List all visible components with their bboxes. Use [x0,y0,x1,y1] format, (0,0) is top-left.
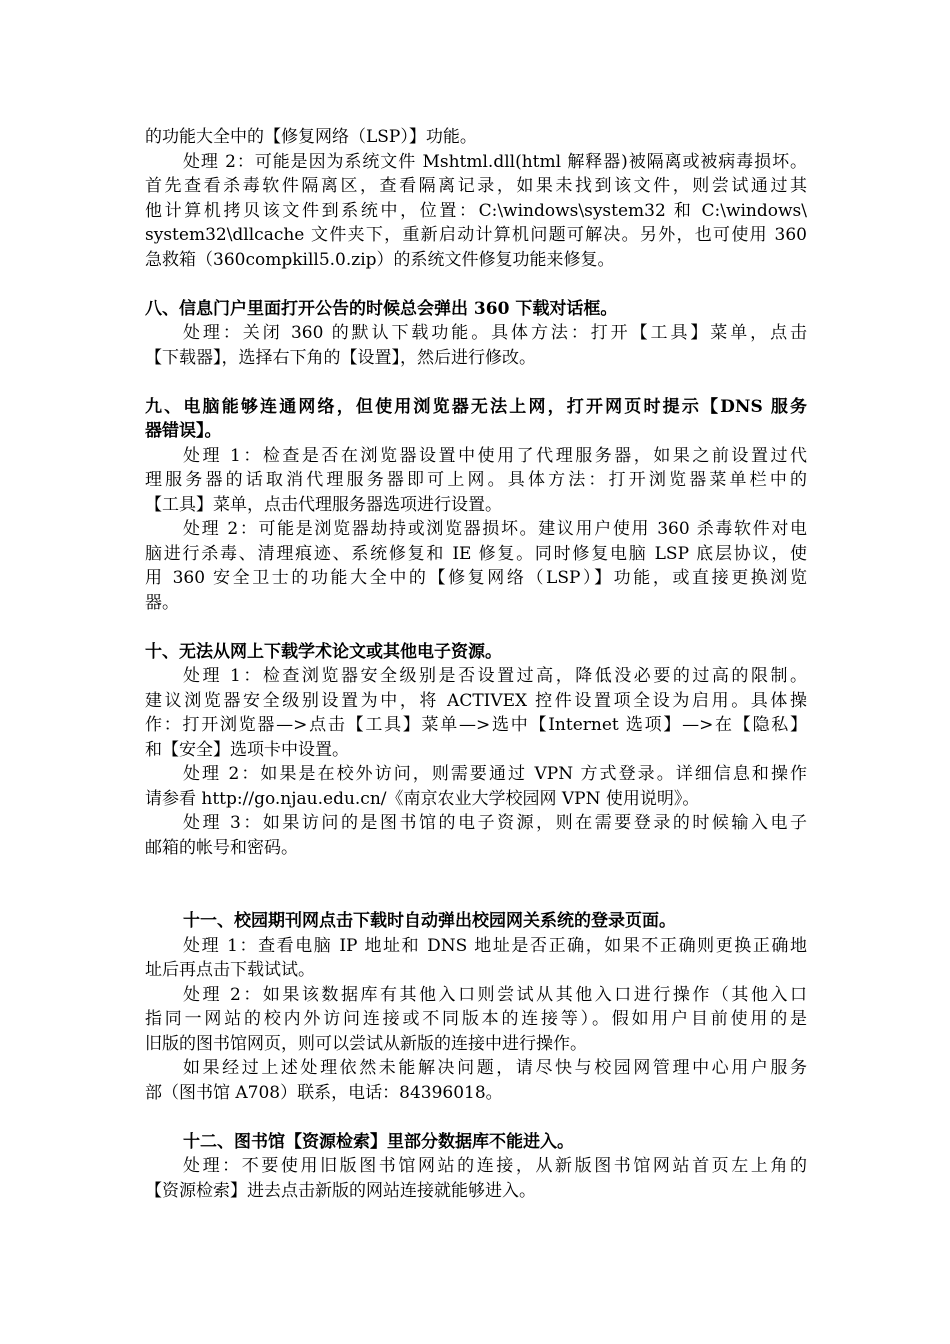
text-line: 和【安全】选项卡中设置。 [145,739,349,760]
section-heading: 十一、校园期刊网点击下载时自动弹出校园网关系统的登录页面。 [183,911,676,931]
text-line: 【资源检索】进去点击新版的网站连接就能够进入。 [145,1180,536,1201]
text-line: 【下载器】，选择右下角的【设置】，然后进行修改。 [145,347,536,368]
text-line: 处理 2：如果是在校外访问，则需要通过 VPN 方式登录。详细信息和操作 [183,764,807,784]
section-heading: 九、电脑能够连通网络，但使用浏览器无法上网，打开网页时提示【DNS 服务 [145,396,807,417]
text-line: 址后再点击下载试试。 [145,960,315,980]
section-heading: 八、信息门户里面打开公告的时候总会弹出 360 下载对话框。 [145,298,618,319]
text-line: 部（图书馆 A708）联系，电话：84396018。 [145,1082,503,1103]
text-line: 的功能大全中的【修复网络（LSP）】功能。 [145,127,477,147]
text-line: 急救箱（360compkill5.0.zip）的系统文件修复功能来修复。 [145,249,615,270]
text-line: 用 360 安全卫士的功能大全中的【修复网络（LSP）】功能，或直接更换浏览 [145,568,807,588]
text-line: 指同一网站的校内外访问连接或不同版本的连接等）。假如用户目前使用的是 [145,1009,807,1029]
text-line: 【工具】菜单，点击代理服务器选项进行设置。 [145,494,502,515]
text-line: 作：打开浏览器—>点击【工具】菜单—>选中【Internet 选项】—>在【隐私】 [145,715,807,735]
text-line: 请参看 http://go.njau.edu.cn/《南京农业大学校园网 VPN 使用说明》。 [145,788,700,809]
text-line: 处理：不要使用旧版图书馆网站的连接，从新版图书馆网站首页左上角的 [183,1156,807,1176]
text-line: 处理 2：可能是因为系统文件 Mshtml.dll(html 解释器)被隔离或被病毒损坏。 [183,151,807,172]
text-line: 首先查看杀毒软件隔离区，查看隔离记录，如果未找到该文件，则尝试通过其 [145,176,807,196]
text-line: system32\dllcache 文件夹下，重新启动计算机问题可解决。另外，也可使用 360 [145,225,807,245]
text-line: 理服务器的话取消代理服务器即可上网。具体方法：打开浏览器菜单栏中的 [145,470,807,490]
text-line: 处理 3：如果访问的是图书馆的电子资源，则在需要登录的时候输入电子 [183,813,807,833]
text-line: 处理 1：检查浏览器安全级别是否设置过高，降低没必要的过高的限制。 [183,666,807,686]
text-line: 处理 1：检查是否在浏览器设置中使用了代理服务器，如果之前设置过代 [183,445,807,466]
text-line: 器。 [145,592,179,613]
text-line: 处理 2：如果该数据库有其他入口则尝试从其他入口进行操作（其他入口 [183,984,807,1005]
text-line: 邮箱的帐号和密码。 [145,837,298,858]
section-heading: 器错误】。 [145,421,222,441]
section-heading: 十、无法从网上下载学术论文或其他电子资源。 [145,641,502,662]
document-body [145,125,807,1203]
text-line: 他计算机拷贝该文件到系统中，位置：C:\windows\system32 和 C:\windows\ [145,200,807,221]
section-heading: 十二、图书馆【资源检索】里部分数据库不能进入。 [183,1131,574,1152]
text-line: 处理 2：可能是浏览器劫持或浏览器损坏。建议用户使用 360 杀毒软件对电 [183,519,807,539]
text-line: 处理：关闭 360 的默认下载功能。具体方法：打开【工具】菜单，点击 [183,323,807,343]
text-line: 脑进行杀毒、清理痕迹、系统修复和 IE 修复。同时修复电脑 LSP 底层协议，使 [145,543,807,564]
text-line: 旧版的图书馆网页，则可以尝试从新版的连接中进行操作。 [145,1033,587,1054]
text-line: 处理 1：查看电脑 IP 地址和 DNS 地址是否正确，如果不正确则更换正确地 [183,935,807,956]
text-line: 建议浏览器安全级别设置为中，将 ACTIVEX 控件设置项全设为启用。具体操 [145,690,807,711]
text-line: 如果经过上述处理依然未能解决问题，请尽快与校园网管理中心用户服务 [183,1058,807,1078]
